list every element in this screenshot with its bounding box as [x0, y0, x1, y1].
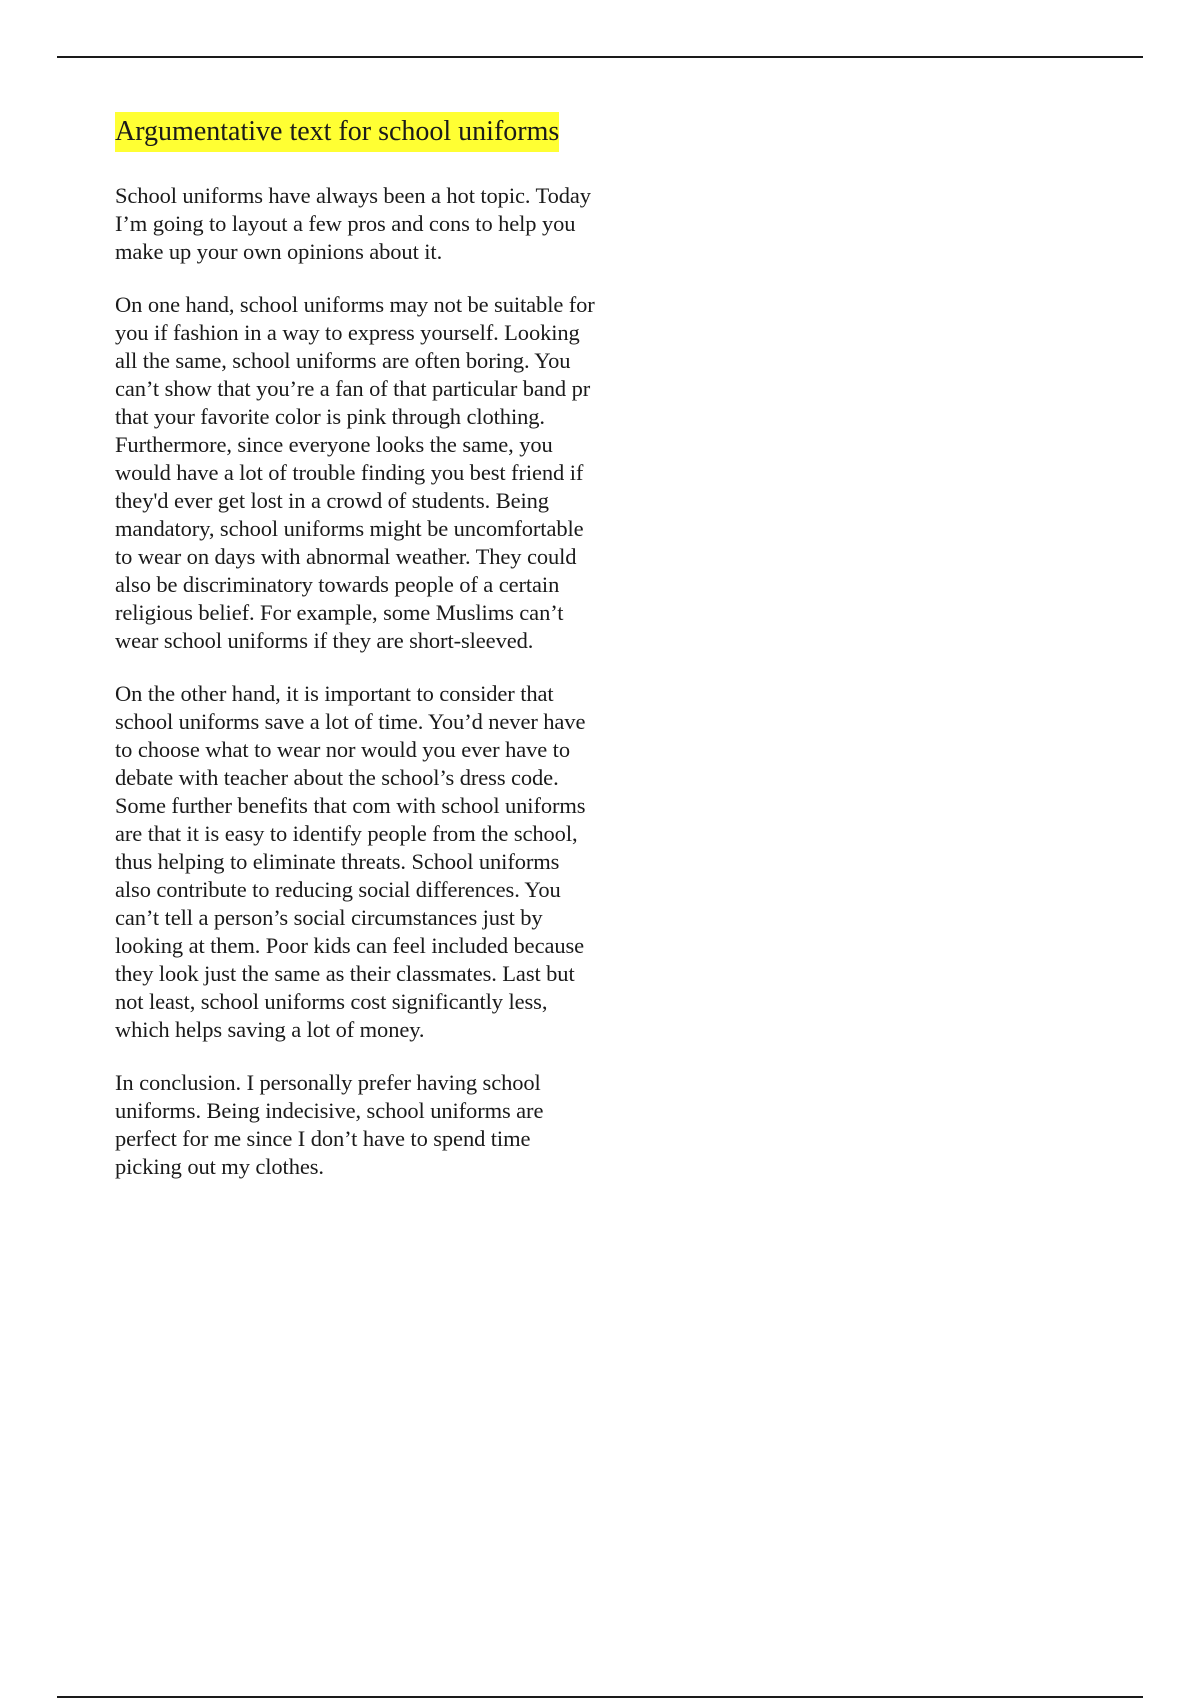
text-line: mandatory, school uniforms might be uncomfortable — [115, 516, 584, 541]
text-line: also be discriminatory towards people of a certain — [115, 572, 560, 597]
text-line: Furthermore, since everyone looks the same, you — [115, 432, 553, 457]
text-line: uniforms. Being indecisive, school uniforms are — [115, 1098, 544, 1123]
text-line: also contribute to reducing social differences. You — [115, 877, 561, 902]
body-paragraph — [115, 680, 645, 1044]
text-line: which helps saving a lot of money. — [115, 1017, 425, 1042]
body-paragraph — [115, 291, 645, 655]
text-line: School uniforms have always been a hot topic. Today — [115, 183, 591, 208]
text-line: not least, school uniforms cost significantly less, — [115, 989, 548, 1014]
text-line: can’t tell a person’s social circumstances just by — [115, 905, 543, 930]
text-line: can’t show that you’re a fan of that particular band pr — [115, 376, 591, 401]
document-body — [115, 112, 645, 1181]
text-line: make up your own opinions about it. — [115, 239, 443, 264]
text-line: On the other hand, it is important to consider that — [115, 681, 554, 706]
body-paragraph — [115, 182, 645, 266]
text-line: On one hand, school uniforms may not be suitable for — [115, 292, 595, 317]
text-line: Some further benefits that com with school uniforms — [115, 793, 586, 818]
text-line: you if fashion in a way to express yourself. Looking — [115, 320, 580, 345]
text-line: debate with teacher about the school’s dress code. — [115, 765, 559, 790]
text-line: perfect for me since I don’t have to spend time — [115, 1126, 531, 1151]
text-line: to choose what to wear nor would you ever have to — [115, 737, 570, 762]
document-title: Argumentative text for school uniforms — [115, 112, 559, 152]
text-line: In conclusion. I personally prefer having school — [115, 1070, 541, 1095]
text-line: school uniforms save a lot of time. You’d never have — [115, 709, 586, 734]
header-rule — [57, 56, 1143, 58]
text-line: wear school uniforms if they are short-sleeved. — [115, 628, 534, 653]
text-line: they'd ever get lost in a crowd of students. Being — [115, 488, 549, 513]
body-paragraph — [115, 1069, 645, 1181]
text-line: picking out my clothes. — [115, 1154, 324, 1179]
text-line: thus helping to eliminate threats. School uniforms — [115, 849, 560, 874]
footer-rule — [57, 1696, 1143, 1698]
text-line: they look just the same as their classmates. Last but — [115, 961, 575, 986]
text-line: would have a lot of trouble finding you best friend if — [115, 460, 584, 485]
text-line: are that it is easy to identify people from the school, — [115, 821, 578, 846]
text-line: that your favorite color is pink through clothing. — [115, 404, 545, 429]
text-line: all the same, school uniforms are often boring. You — [115, 348, 571, 373]
paragraph-container — [115, 182, 645, 1181]
text-line: looking at them. Poor kids can feel included because — [115, 933, 585, 958]
text-line: I’m going to layout a few pros and cons to help you — [115, 211, 576, 236]
text-line: to wear on days with abnormal weather. They could — [115, 544, 577, 569]
text-line: religious belief. For example, some Muslims can’t — [115, 600, 564, 625]
